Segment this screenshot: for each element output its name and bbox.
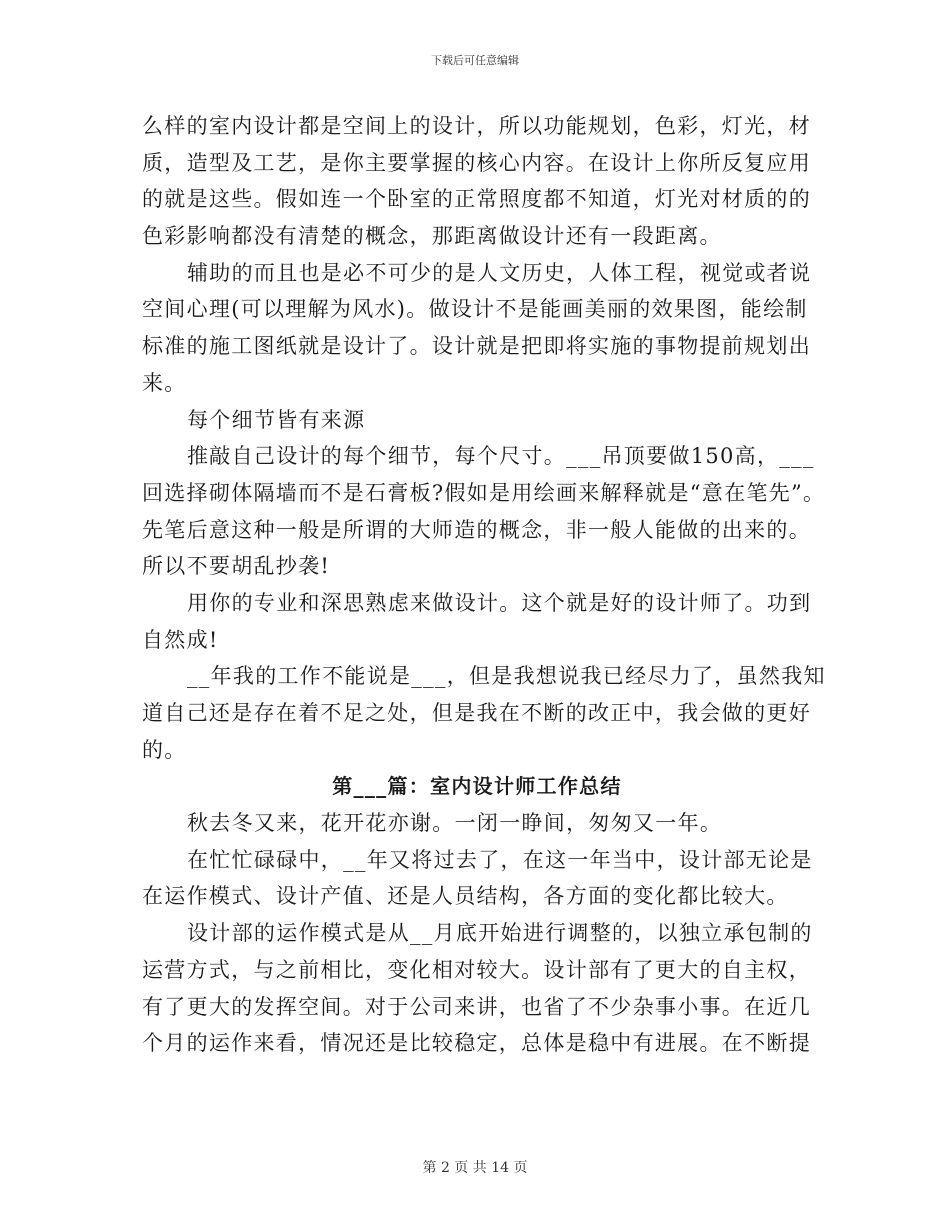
- text-line: 自然成!: [142, 627, 219, 652]
- text-line: 的就是这些。假如连一个卧室的正常照度都不知道，灯光对材质的的: [142, 187, 811, 212]
- section-title: 第___篇：室内设计师工作总结: [332, 774, 622, 799]
- text-line: 辅助的而且也是必不可少的是人文历史，人体工程，视觉或者说: [187, 260, 812, 285]
- page-footer: 第 2 页 共 14 页: [422, 1160, 528, 1176]
- text-line: 设计部的运作模式是从__月底开始进行调整的，以独立承包制的: [187, 921, 813, 946]
- text-line: 所以不要胡乱抄袭!: [142, 554, 331, 579]
- text-line: 来。: [142, 370, 187, 395]
- text-line: 个月的运作来看，情况还是比较稳定，总体是稳中有进展。在不断提: [142, 1031, 811, 1056]
- text-line: 么样的室内设计都是空间上的设计，所以功能规划，色彩，灯光，材: [142, 114, 811, 138]
- page-header: 下载后可任意编辑: [431, 54, 519, 67]
- text-line: 的。: [142, 737, 187, 762]
- text-line: __年我的工作不能说是___，但是我想说我已经尽力了，虽然我知: [187, 664, 826, 689]
- text-line: 回选择砌体隔墙而不是石膏板?假如是用绘画来解释就是“意在笔先”。: [142, 480, 826, 505]
- text-line: 标准的施工图纸就是设计了。设计就是把即将实施的事物提前规划出: [142, 334, 811, 359]
- text-line: 运营方式，与之前相比，变化相对较大。设计部有了更大的自主权，: [142, 957, 811, 982]
- text-line: 每个细节皆有来源: [187, 407, 366, 432]
- text-line: 先笔后意这种一般是所谓的大师造的概念，非一般人能做的出来的。: [142, 517, 811, 542]
- text-line: 道自己还是存在着不足之处，但是我在不断的改正中，我会做的更好: [142, 701, 811, 725]
- text-line: 质，造型及工艺，是你主要掌握的核心内容。在设计上你所反复应用: [142, 150, 811, 175]
- text-line: 色彩影响都没有清楚的概念，那距离做设计还有一段距离。: [142, 224, 722, 249]
- text-line: 用你的专业和深思熟虑来做设计。这个就是好的设计师了。功到: [187, 590, 812, 615]
- text-line: 有了更大的发挥空间。对于公司来讲，也省了不少杂事小事。在近几: [142, 994, 811, 1019]
- text-line: 在忙忙碌碌中，__年又将过去了，在这一年当中，设计部无论是: [187, 847, 813, 872]
- text-line: 空间心理(可以理解为风水)。做设计不是能画美丽的效果图，能绘制: [142, 297, 808, 322]
- document-body: [142, 108, 826, 1062]
- text-line: 推敲自己设计的每个细节，每个尺寸。___吊顶要做150高，___: [187, 444, 815, 469]
- text-line: 在运作模式、设计产值、还是人员结构，各方面的变化都比较大。: [142, 884, 789, 909]
- text-line: 秋去冬又来，花开花亦谢。一闭一睁间，匆匆又一年。: [187, 811, 723, 836]
